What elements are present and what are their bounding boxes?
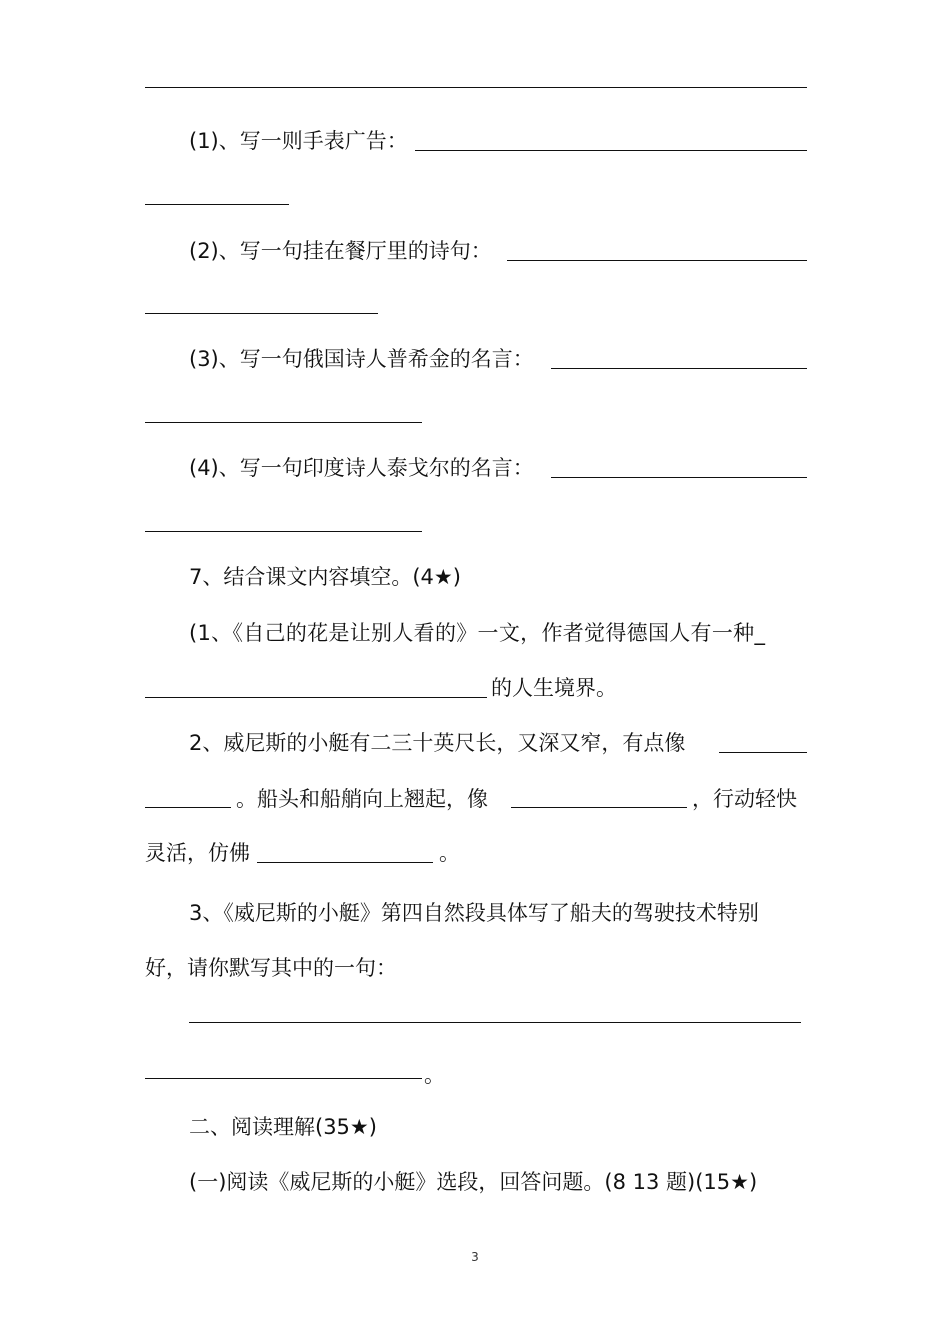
q7-item-2-line3-end (439, 838, 479, 868)
answer-line (551, 477, 807, 478)
q7-item-1-cont (491, 673, 691, 703)
answer-line (415, 150, 807, 151)
q6-item-2-text: (2)、写一句挂在餐厅里的诗句： (189, 239, 492, 263)
q7-item-2-cont (236, 784, 516, 814)
page-number: 3 (471, 1250, 479, 1264)
q7-heading-text: 7、结合课文内容填空。(4★) (189, 565, 461, 589)
q7-item-1 (189, 618, 807, 648)
q7-item-2 (189, 728, 807, 758)
section-2-heading-text: 二、阅读理解(35★) (189, 1115, 377, 1139)
answer-line (145, 697, 487, 698)
q6-item-2 (189, 236, 807, 266)
q7-item-3-period: 。 (424, 1063, 445, 1087)
q7-item-3 (189, 898, 807, 928)
q6-item-1-text: (1)、写一则手表广告： (189, 129, 408, 153)
q7-item-3-text: 3、《威尼斯的小艇》第四自然段具体写了船夫的驾驶技术特别 (189, 901, 759, 925)
q7-item-2-cont2 (692, 784, 807, 814)
q7-item-3-text-2: 好，请你默写其中的一句： (145, 956, 397, 980)
q7-item-1-text: (1、《自己的花是让别人看的》一文，作者觉得德国人有一种_ (189, 621, 766, 645)
section-2-sub (189, 1167, 807, 1197)
q7-item-2-tail: ，行动轻快 (692, 787, 797, 811)
q7-item-2-line3 (145, 838, 265, 868)
q7-item-1-end: 的人生境界。 (491, 676, 617, 700)
section-2-sub-text: (一)阅读《威尼斯的小艇》选段，回答问题。(8 13 题)(15★) (189, 1170, 758, 1194)
q7-item-2-mid: 。船头和船艄向上翘起，像 (236, 787, 488, 811)
q6-item-4 (189, 453, 807, 483)
answer-line (145, 87, 807, 88)
answer-line (189, 1022, 801, 1023)
q6-item-1 (189, 126, 807, 156)
q7-item-2-text: 2、威尼斯的小艇有二三十英尺长，又深又窄，有点像 (189, 731, 686, 755)
answer-line (145, 204, 289, 205)
q7-item-2-line3-text: 灵活，仿佛 (145, 841, 250, 865)
q6-item-3 (189, 344, 807, 374)
answer-line (719, 752, 807, 753)
q6-item-4-text: (4)、写一句印度诗人泰戈尔的名言： (189, 456, 534, 480)
answer-line (145, 1078, 422, 1079)
q7-item-3-cont (145, 953, 807, 983)
answer-line (551, 368, 807, 369)
q6-item-3-text: (3)、写一句俄国诗人普希金的名言： (189, 347, 534, 371)
answer-line (145, 531, 422, 532)
answer-line (145, 807, 231, 808)
q7-heading (189, 562, 807, 592)
answer-line (145, 422, 422, 423)
q7-item-2-period: 。 (439, 841, 460, 865)
answer-line (511, 807, 687, 808)
answer-line (145, 313, 378, 314)
answer-line (257, 862, 433, 863)
section-2-heading (189, 1112, 807, 1142)
q7-item-3-end (424, 1060, 464, 1090)
answer-line (507, 260, 807, 261)
